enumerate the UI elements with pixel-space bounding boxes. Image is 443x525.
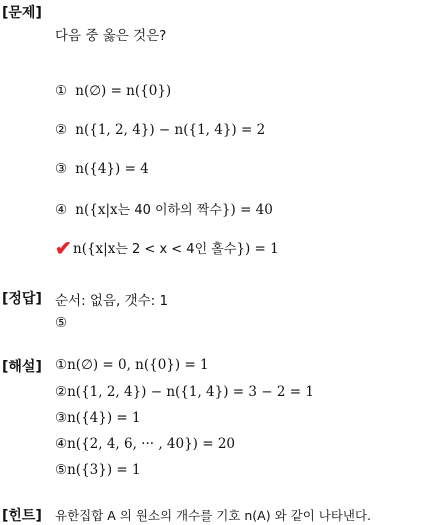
explanation-heading: [해설] xyxy=(2,359,42,375)
answer-heading: [정답] xyxy=(2,291,42,307)
hint-text: 유한집합 A 의 원소의 개수를 기호 n(A) 와 같이 나타낸다. xyxy=(55,508,372,523)
question-text: 다음 중 옳은 것은? xyxy=(55,28,167,44)
option-5-text-post: }) = 1 xyxy=(236,241,279,257)
problem-heading: [문제] xyxy=(2,5,42,21)
option-1-marker: ① xyxy=(55,83,68,99)
explanation-line-3: ③n({4}) = 1 xyxy=(55,410,141,426)
option-3-marker: ③ xyxy=(55,161,68,177)
option-5-text-korean: 는 2 < x < 4인 홀수 xyxy=(115,242,237,257)
option-4-text-post: }) = 40 xyxy=(221,202,273,218)
explanation-line-1: ①n(∅) = 0, n({0}) = 1 xyxy=(55,357,209,373)
option-1-text: n(∅) = n({0}) xyxy=(75,83,172,99)
option-1[interactable] xyxy=(55,83,171,99)
answer-value: ⑤ xyxy=(55,315,68,331)
option-5[interactable] xyxy=(55,236,279,260)
option-5-text-pre: n({x|x xyxy=(73,241,116,257)
explanation-line-5: ⑤n({3}) = 1 xyxy=(55,462,141,478)
option-4-text-korean: 는 40 이하의 짝수 xyxy=(117,203,222,218)
option-3-text: n({4}) = 4 xyxy=(75,161,149,177)
explanation-line-2: ②n({1, 2, 4}) − n({1, 4}) = 3 − 2 = 1 xyxy=(55,384,314,400)
answer-meta: 순서: 없음, 갯수: 1 xyxy=(55,293,169,309)
option-2-marker: ② xyxy=(55,122,68,138)
correct-check-icon: ✔ xyxy=(55,236,72,260)
explanation-line-4: ④n({2, 4, 6, ··· , 40}) = 20 xyxy=(55,436,236,452)
hint-heading: [힌트] xyxy=(2,508,42,524)
option-4-text-pre: n({x|x xyxy=(75,202,118,218)
option-4-marker: ④ xyxy=(55,202,68,218)
option-2[interactable] xyxy=(55,122,265,138)
option-2-text: n({1, 2, 4}) − n({1, 4}) = 2 xyxy=(75,122,266,138)
option-3[interactable] xyxy=(55,161,149,177)
option-4[interactable] xyxy=(55,199,273,218)
